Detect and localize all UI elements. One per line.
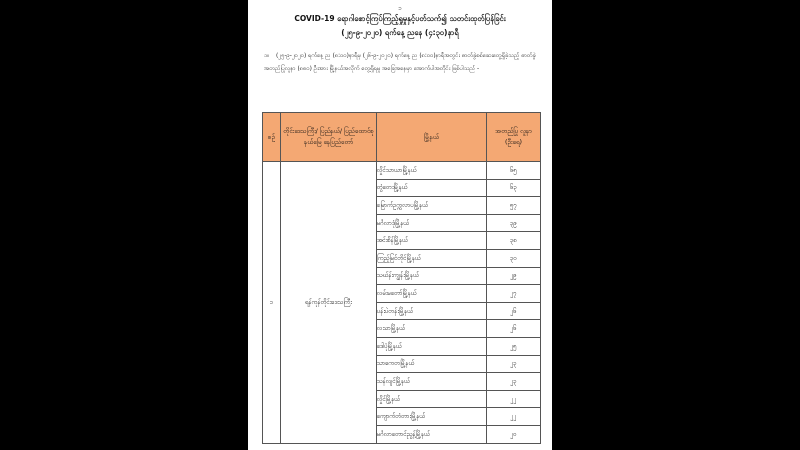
cell-count: ၂၅ bbox=[487, 337, 541, 355]
cell-township: လသာမြို့နယ် bbox=[377, 320, 487, 338]
document-title: COVID-19 ရောဂါစောင့်ကြပ်ကြည့်ရှုမှုနှင့်ပတ်သက်၍ သတင်းထုတ်ပြန်ခြင်း bbox=[294, 14, 506, 23]
cell-count: ၂၂ bbox=[487, 390, 541, 408]
cell-township: ကြည့်မြင်တိုင်မြို့နယ် bbox=[377, 249, 487, 267]
cell-township: သဃ်န်းကျွန်းမြို့နယ် bbox=[377, 267, 487, 285]
intro-paragraph bbox=[264, 50, 542, 76]
cases-table bbox=[262, 112, 541, 444]
cell-township: မြောက်ဥက္ကလာပမြို့နယ် bbox=[377, 197, 487, 215]
cell-region: ရန်ကုန်တိုင်းဒေသကြီး bbox=[281, 162, 377, 444]
cell-count: ၂၆ bbox=[487, 302, 541, 320]
cell-count: ၂၆ bbox=[487, 320, 541, 338]
cell-township: ဒေါပုံမြို့နယ် bbox=[377, 337, 487, 355]
page-number: ၁ bbox=[398, 5, 402, 12]
cell-count: ၂၃ bbox=[487, 355, 541, 373]
cell-township: မင်္ဂလာဒုံမြို့နယ် bbox=[377, 214, 487, 232]
cell-count: ၆၃ bbox=[487, 179, 541, 197]
table-row bbox=[263, 162, 541, 180]
cell-township: မင်္ဂလာတောင်ညွန့်မြို့နယ် bbox=[377, 425, 487, 443]
paragraph-text: (၂၅-၉-၂၀၂၀) ရက်နေ့ ည (၈:၀၀)နာရီမှ (၂၆-၉-၂၀၂၀) ရက်နေ့ ည (၈:၀၀)နာရီအတွင်း ဓာတ်ခွဲစစ်ဆေးတွေ့ရှိခဲ့သည့် ဓာတ်ခွဲအတည်ပြုလူနာ (၈၈၀) ဦးအား မြို့နယ်အလိုက် တွေ့ရှိရမှု အခြေအနေမှာ အောက်ပါအတိုင်း ဖြစ်ပါသည် - bbox=[264, 53, 536, 72]
cell-township: တွံတေးမြို့နယ် bbox=[377, 179, 487, 197]
header-region: တိုင်းဒေသကြီး/ ပြည်နယ်/ ပြည်ထောင်စုနယ်မြေ နေပြည်တော် bbox=[281, 113, 377, 162]
cell-township: ပန်းပဲတန်းမြို့နယ် bbox=[377, 302, 487, 320]
cell-count: ၃၉ bbox=[487, 214, 541, 232]
table-body bbox=[263, 162, 541, 444]
cell-count: ၂၃ bbox=[487, 373, 541, 391]
paragraph-number: ၁။ bbox=[264, 53, 270, 59]
document-page bbox=[248, 0, 552, 450]
cell-count: ၃၀ bbox=[487, 249, 541, 267]
cell-township: လမ်းမတော်မြို့နယ် bbox=[377, 285, 487, 303]
cell-township: လှိုင်မြို့နယ် bbox=[377, 390, 487, 408]
header-sr: စဉ် bbox=[263, 113, 281, 162]
cell-count: ၂၀ bbox=[487, 425, 541, 443]
header-count: အတည်ပြု လူနာ (ဦးရေ) bbox=[487, 113, 541, 162]
cell-count: ၂၉ bbox=[487, 267, 541, 285]
cell-count: ၂၇ bbox=[487, 285, 541, 303]
cell-sr: ၁ bbox=[263, 162, 281, 444]
table-header-row bbox=[263, 113, 541, 162]
cell-count: ၂၂ bbox=[487, 408, 541, 426]
cell-count: ၆၅ bbox=[487, 162, 541, 180]
cell-township: ကျောက်တံတားမြို့နယ် bbox=[377, 408, 487, 426]
document-subtitle-date: (၂၅-၉-၂၀၂၀) ရက်နေ့ ညနေ (၄:၃၀)နာရီ bbox=[341, 28, 459, 37]
cell-township: အင်းစိန်မြို့နယ် bbox=[377, 232, 487, 250]
cell-township: သန်လျင်မြို့နယ် bbox=[377, 373, 487, 391]
cell-count: ၅၇ bbox=[487, 197, 541, 215]
header-township: မြို့နယ် bbox=[377, 113, 487, 162]
cell-township: သာကေတမြို့နယ် bbox=[377, 355, 487, 373]
cell-count: ၃၈ bbox=[487, 232, 541, 250]
cell-township: လှိုင်သာယာမြို့နယ် bbox=[377, 162, 487, 180]
